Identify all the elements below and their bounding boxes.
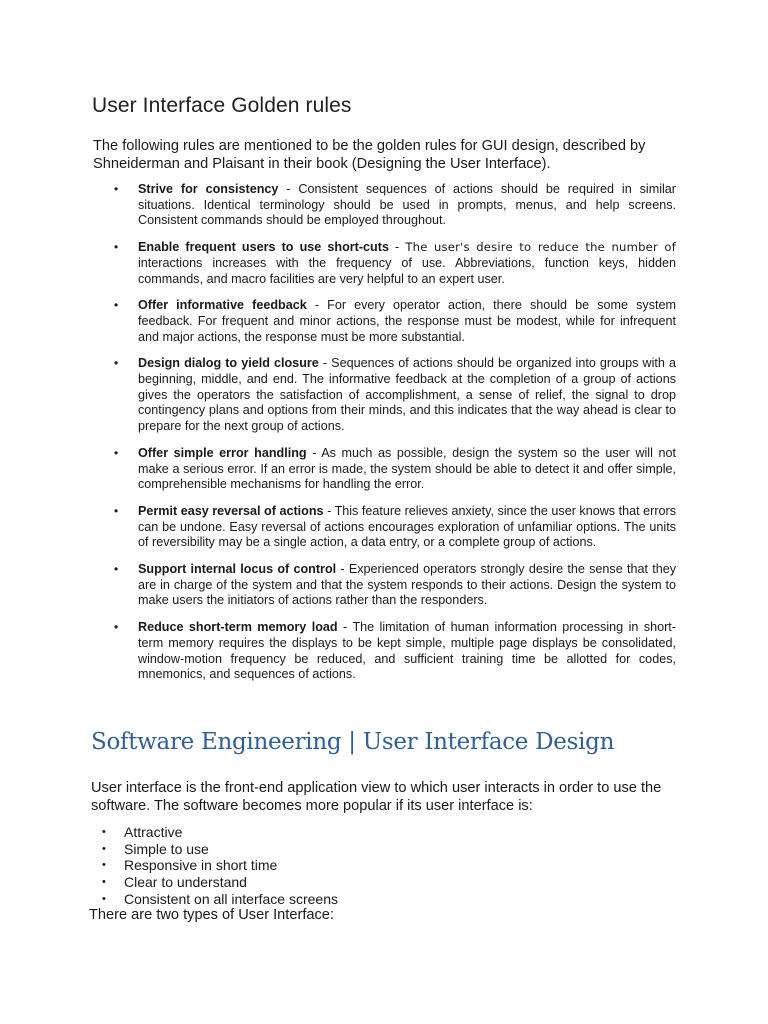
rule-text: Experienced operators strongly desire the sense that they are in charge of the system and that the system responds to their actions. Design the system to make users the initiators of actions rather than the responders. <box>138 562 677 608</box>
bullet-icon: • <box>102 876 106 889</box>
bullet-icon: • <box>114 562 119 577</box>
list-item <box>110 240 676 287</box>
list-item <box>100 824 338 841</box>
rule-text: Sequences of actions should be organized into groups with a beginning, middle, and end. The informative feedback at the completion of a group of actions gives the operators the satisfaction of accomplishment, a sense of relief, the signal to drop contingency plans and options from their minds, and this indicates that the way ahead is clear to prepare for the next group of actions. <box>138 356 676 434</box>
rule-separator: - <box>278 182 299 196</box>
list-item <box>100 874 338 891</box>
rule-term: Strive for consistency <box>138 182 279 196</box>
rule-term: Support internal locus of control <box>138 562 337 577</box>
page-title: User Interface Golden rules <box>92 94 352 117</box>
bullet-icon: • <box>114 298 119 313</box>
section-paragraph: User interface is the front-end application view to which user interacts in order to use the software. The software becomes more popular if its user interface is: <box>91 780 662 814</box>
rule-separator: - <box>318 356 332 371</box>
attribute-text: Consistent on all interface screens <box>124 890 338 907</box>
rule-separator: - <box>323 503 335 518</box>
rule-separator: - <box>337 620 353 635</box>
bullet-icon: • <box>114 240 119 255</box>
rule-term: Reduce short-term memory load <box>138 620 338 635</box>
bullet-icon: • <box>102 859 106 872</box>
rule-text: This feature relieves anxiety, since the user knows that errors can be undone. Easy reversal of actions encourages exploration of unfamiliar options. The units of reversibility may be a single action, a data entry, or a complete group of actions. <box>138 503 677 550</box>
rule-separator: - <box>306 298 328 313</box>
rule-separator: - <box>388 240 406 255</box>
attributes-list <box>100 824 338 908</box>
attribute-text: Simple to use <box>124 840 209 857</box>
attribute-text: Clear to understand <box>124 874 247 891</box>
closing-paragraph: There are two types of User Interface: <box>89 907 334 923</box>
rule-term: Enable frequent users to use short-cuts <box>138 240 389 255</box>
rule-term: Permit easy reversal of actions <box>138 503 324 518</box>
list-item <box>110 182 676 229</box>
rule-text: interactions increases with the frequency of use. Abbreviations, function keys, hidden commands, and macro facilities are very helpful to an expert user. <box>138 255 676 286</box>
rule-term: Offer informative feedback <box>138 298 307 313</box>
bullet-icon: • <box>102 826 106 838</box>
list-item <box>100 857 338 874</box>
rule-text: The limitation of human information processing in short-term memory requires the displays to be kept simple, multiple page displays be consolidated, window-motion frequency be reduced, and sufficient training time be allotted for codes, mnemonics, and sequences of actions. <box>138 620 676 682</box>
list-item <box>110 356 676 435</box>
rule-term: Offer simple error handling <box>138 445 307 460</box>
rule-text-alt-font: The user's desire to reduce the number of <box>405 240 676 255</box>
rule-separator: - <box>306 445 322 460</box>
section-heading: Software Engineering | User Interface Design <box>91 729 615 755</box>
rule-text: Consistent sequences of actions should be required in similar situations. Identical terminology should be used in prompts, menus, and help screens. Consistent commands should be employed throughout. <box>138 182 676 228</box>
rule-text: For every operator action, there should be some system feedback. For frequent and minor actions, the response must be modest, while for infrequent and major actions, the response must be more substantial. <box>138 298 676 344</box>
bullet-icon: • <box>114 620 119 635</box>
bullet-icon: • <box>114 503 119 518</box>
bullet-icon: • <box>102 892 106 905</box>
rule-text: As much as possible, design the system so the user will not make a serious error. If an error is made, the system should be able to detect it and offer simple, comprehensible mechanisms for handling the error. <box>138 445 676 492</box>
list-item <box>100 841 338 858</box>
list-item <box>110 620 676 683</box>
rule-term: Design dialog to yield closure <box>138 356 319 371</box>
attribute-text: Responsive in short time <box>124 857 278 874</box>
bullet-icon: • <box>114 182 119 196</box>
intro-paragraph: The following rules are mentioned to be the golden rules for GUI design, described by Shneiderman and Plaisant in their book (Designing the User Interface). <box>93 138 646 172</box>
list-item <box>110 504 676 551</box>
bullet-icon: • <box>114 445 119 460</box>
list-item <box>110 562 676 609</box>
list-item <box>110 446 676 493</box>
list-item <box>110 298 676 345</box>
rule-separator: - <box>336 562 349 577</box>
list-item <box>100 891 338 908</box>
bullet-icon: • <box>102 842 106 855</box>
attribute-text: Attractive <box>124 824 183 840</box>
golden-rules-list <box>110 182 676 694</box>
bullet-icon: • <box>114 356 119 371</box>
